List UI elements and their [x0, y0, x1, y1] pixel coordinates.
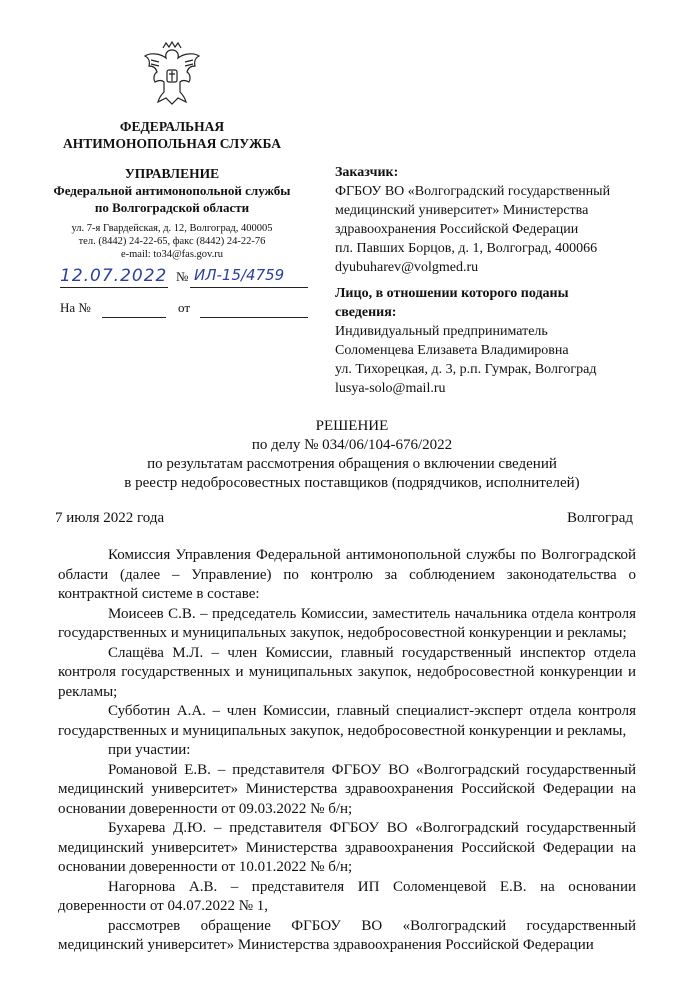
- body-paragraph: Комиссия Управления Федеральной антимонопольной службы по Волгоградской области (далее – Управление) по контролю за соблюдением законодательства о контрактной системе в составе:: [58, 547, 636, 602]
- body-paragraph: рассмотрев обращение ФГБОУ ВО «Волгоградский государственный медицинский университет» Министерства здравоохранения Российской Федерации: [58, 917, 636, 953]
- body-paragraph: Романовой Е.В. – представителя ФГБОУ ВО «Волгоградский государственный медицинский университет» Министерства здравоохранения Российской Федерации на основании доверенности от 09.03.2022 № б/н;: [58, 761, 636, 817]
- decision-title: РЕШЕНИЕ: [315, 418, 389, 434]
- address-line-1: ул. 7-я Гвардейская, д. 12, Волгоград, 400005: [71, 223, 273, 234]
- decision-subtitle-line-1: по результатам рассмотрения обращения о включении сведений: [147, 456, 557, 472]
- agency-name-line-2: АНТИМОНОПОЛЬНАЯ СЛУЖБА: [63, 136, 281, 151]
- body-paragraph: Субботин А.А. – член Комиссии, главный специалист-эксперт отдела контроля государственных и муниципальных закупок, недобросовестной конкуренции и рекламы,: [58, 703, 636, 739]
- agency-name-line-1: ФЕДЕРАЛЬНАЯ: [119, 119, 225, 134]
- department-line-1: Федеральной антимонопольной службы: [53, 183, 291, 198]
- agency-name: [42, 118, 302, 152]
- subject-heading-line-2: сведения:: [335, 305, 397, 320]
- body-paragraph: при участии:: [108, 742, 191, 758]
- decision-title-block: [40, 417, 664, 493]
- decision-city: Волгоград: [566, 510, 633, 526]
- address-line-3: e-mail: to34@fas.gov.ru: [120, 249, 223, 260]
- customer-line: здравоохранения Российской Федерации: [335, 222, 579, 237]
- customer-line: пл. Павших Борцов, д. 1, Волгоград, 400066: [335, 241, 598, 256]
- in-reply-number-label: На №: [60, 300, 91, 315]
- customer-line: медицинский университет» Министерства: [335, 203, 589, 218]
- address-line-2: тел. (8442) 24-22-65, факс (8442) 24-22-76: [78, 236, 266, 247]
- customer-line: ФГБОУ ВО «Волгоградский государственный: [335, 184, 611, 199]
- body-paragraph: Моисеев С.В. – председатель Комиссии, заместитель начальника отдела контроля государственных и муниципальных закупок, недобросовестной конкуренции и рекламы;: [58, 605, 636, 641]
- decision-date: 7 июля 2022 года: [55, 510, 165, 526]
- outgoing-date: 12.07.2022: [60, 266, 168, 286]
- subject-line: ул. Тихорецкая, д. 3, р.п. Гумрак, Волгоград: [335, 362, 597, 377]
- body-paragraph: Бухарева Д.Ю. – представителя ФГБОУ ВО «Волгоградский государственный медицинский университет» Министерства здравоохранения Российской Федерации на основании доверенности от 10.01.2022 № б/н;: [58, 820, 636, 875]
- department-title: УПРАВЛЕНИЕ: [124, 166, 220, 181]
- body-paragraph: Нагорнова А.В. – представителя ИП Соломенцевой Е.В. на основании доверенности от 04.07.2022 № 1,: [58, 878, 636, 914]
- customer-email: dyubuharev@volgmed.ru: [335, 260, 479, 275]
- in-reply-reference: [60, 300, 310, 320]
- customer-block: [335, 163, 655, 277]
- body-paragraph: Слащёва М.Л. – член Комиссии, главный государственный инспектор отдела контроля государственных и муниципальных закупок, недобросовестной конкуренции и рекламы;: [58, 644, 636, 700]
- decision-body: [58, 546, 636, 956]
- subject-email: lusya-solo@mail.ru: [335, 381, 446, 396]
- outgoing-reference: [60, 266, 310, 288]
- subject-heading-line-1: Лицо, в отношении которого поданы: [335, 286, 569, 301]
- customer-heading: Заказчик:: [335, 165, 399, 180]
- coat-of-arms-icon: [137, 40, 207, 108]
- subject-line: Соломенцева Елизавета Владимировна: [335, 343, 569, 358]
- decision-case-number: по делу № 034/06/104-676/2022: [251, 437, 453, 453]
- department-line-2: по Волгоградской области: [94, 200, 250, 215]
- subject-line: Индивидуальный предприниматель: [335, 324, 548, 339]
- decision-date-line: [55, 510, 633, 530]
- department-address: [42, 222, 302, 261]
- in-reply-from-label: от: [178, 300, 191, 315]
- in-reply-number-blank: [102, 317, 166, 318]
- department-block: [42, 165, 302, 216]
- number-underline: [190, 287, 308, 288]
- outgoing-number: ИЛ-15/4759: [194, 266, 285, 284]
- outgoing-number-label: №: [176, 269, 189, 284]
- subject-block: [335, 284, 655, 398]
- in-reply-date-blank: [200, 317, 308, 318]
- decision-subtitle-line-2: в реестр недобросовестных поставщиков (подрядчиков, исполнителей): [124, 475, 580, 491]
- date-underline: [60, 287, 168, 288]
